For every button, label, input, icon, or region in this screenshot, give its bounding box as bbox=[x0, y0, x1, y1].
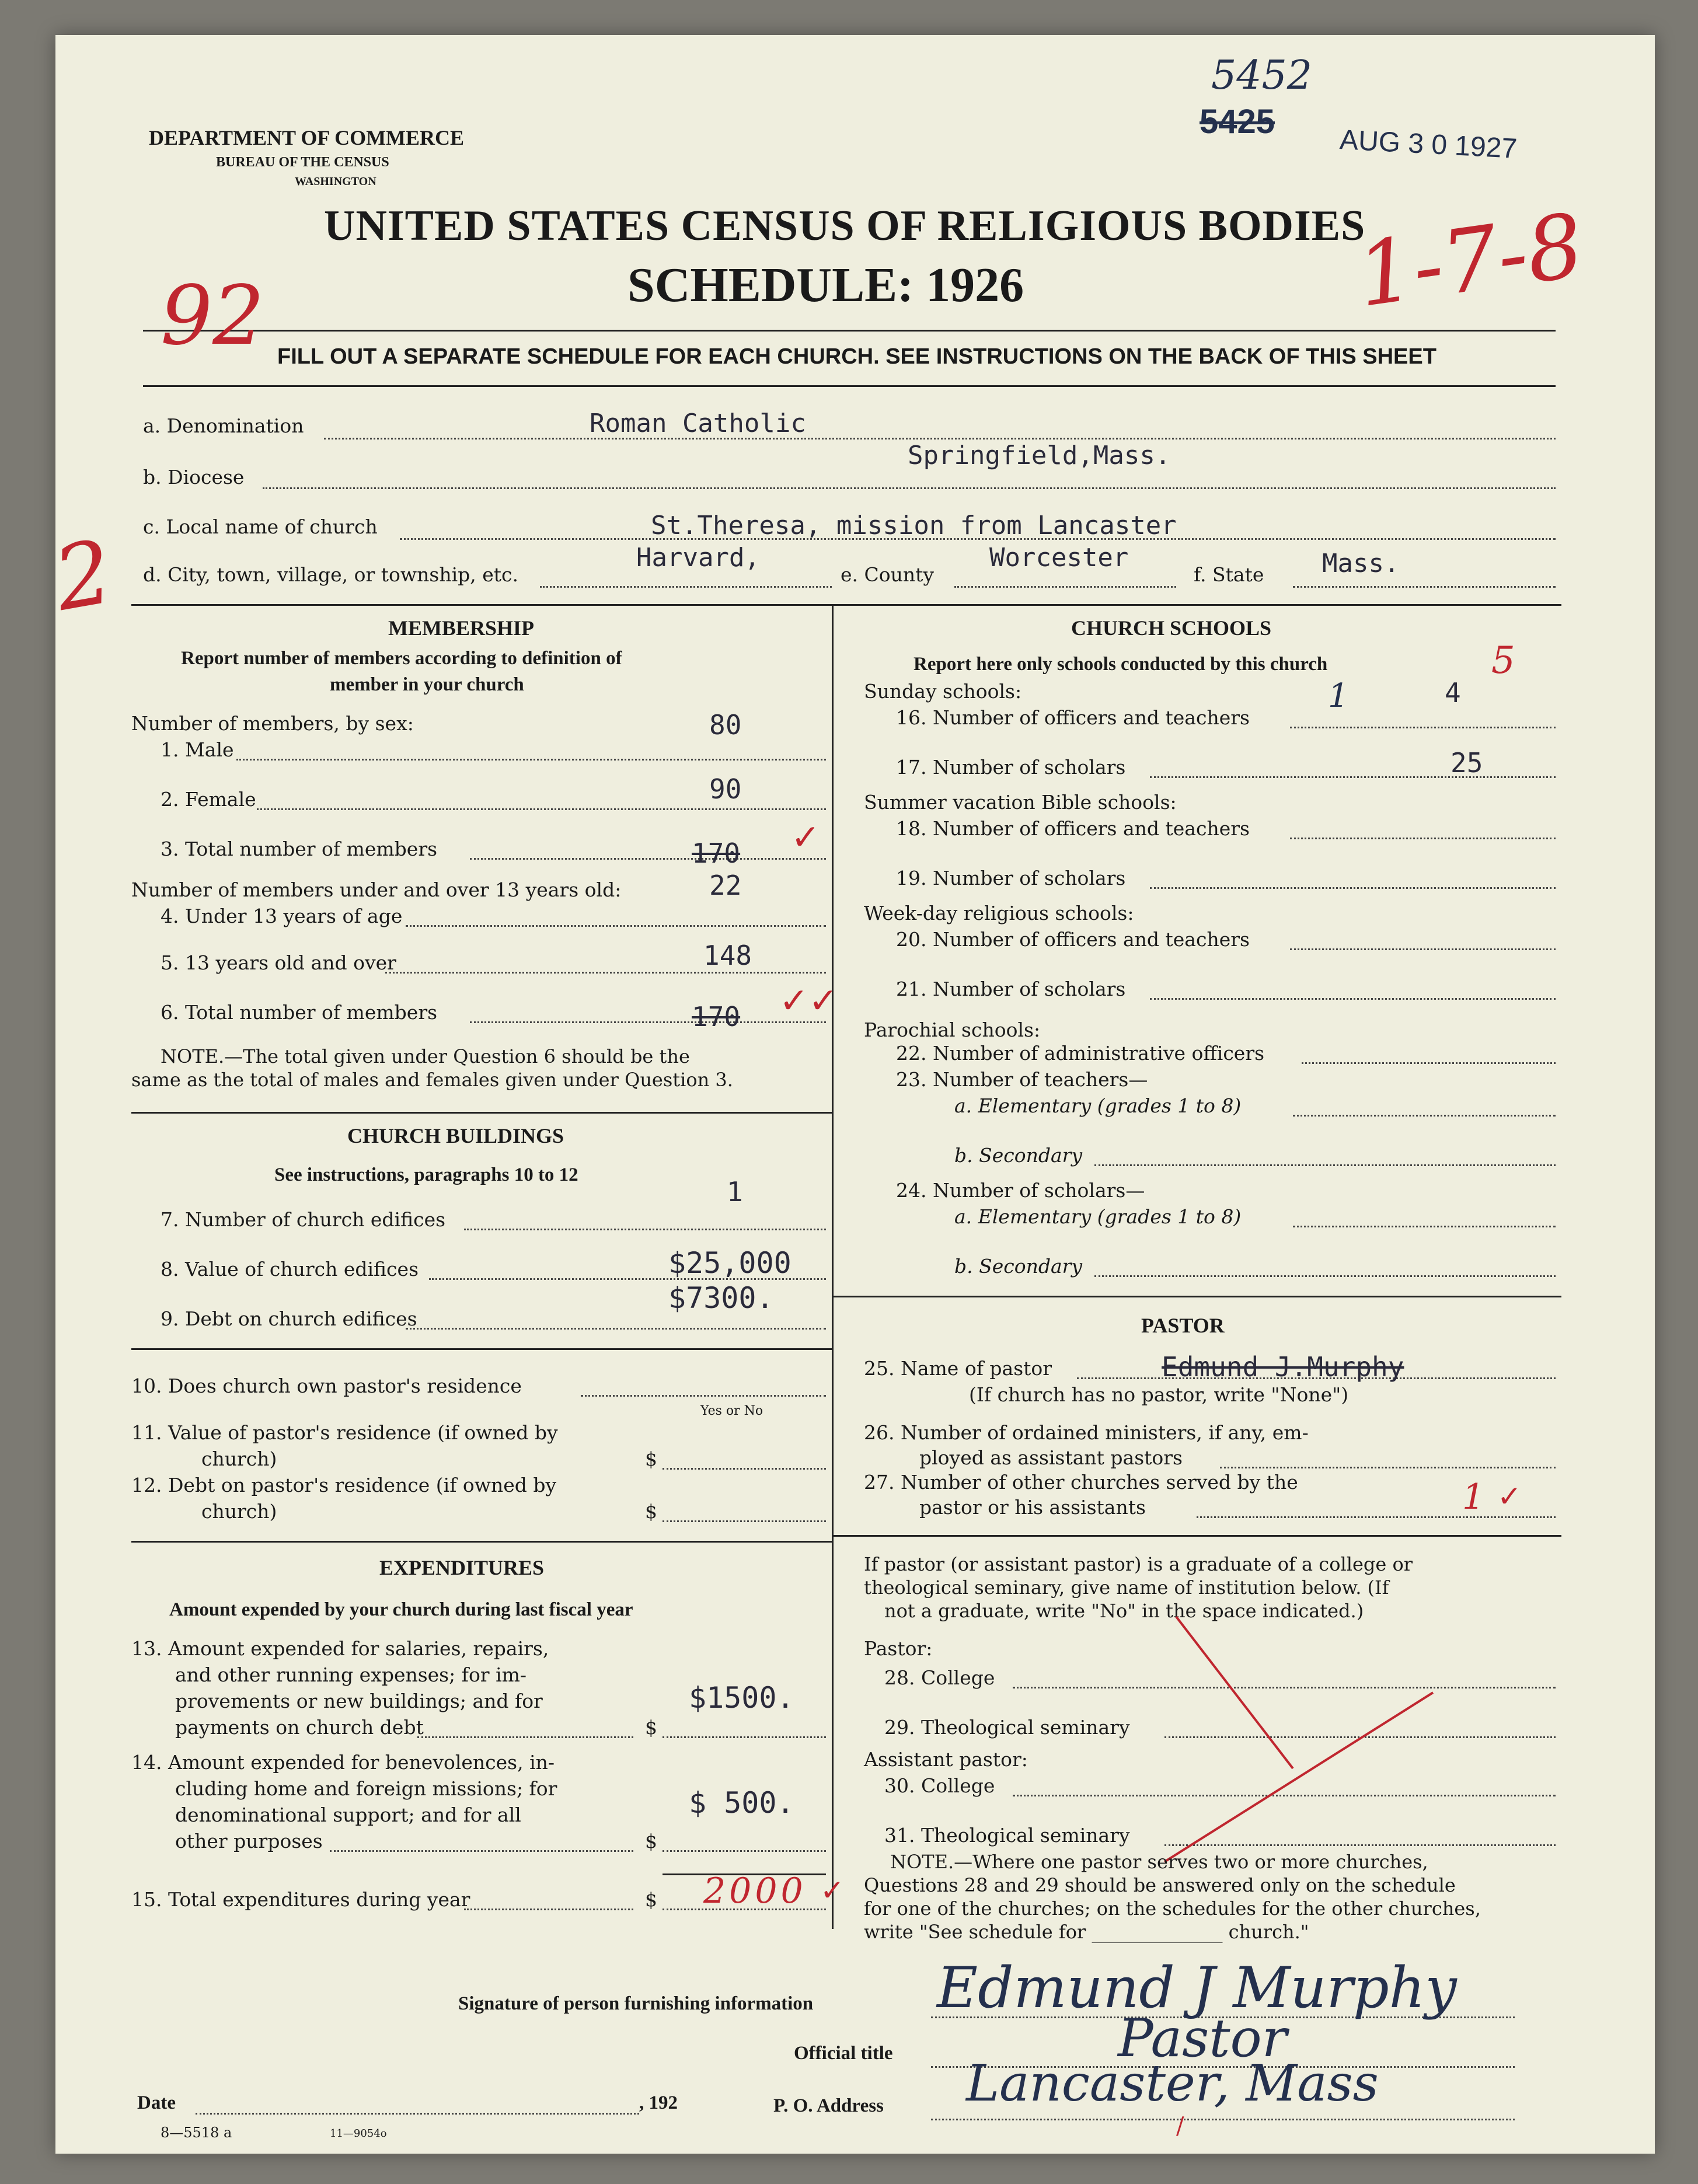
q18-label: 18. Number of officers and teachers bbox=[896, 817, 1250, 840]
diocese-value[interactable]: Springfield,Mass. bbox=[908, 441, 1171, 470]
denomination-label: a. Denomination bbox=[143, 414, 304, 437]
membership-intro-1: Report number of members according to definition of bbox=[181, 648, 622, 669]
q14-label-4: other purposes bbox=[175, 1830, 323, 1852]
q25-label: 25. Name of pastor bbox=[864, 1357, 1052, 1380]
q13-dollar: $ bbox=[645, 1716, 657, 1739]
q12-label-2: church) bbox=[201, 1500, 277, 1523]
q17-label: 17. Number of scholars bbox=[896, 756, 1126, 779]
q6-label: 6. Total number of members bbox=[161, 1001, 438, 1024]
q5-label: 5. 13 years old and over bbox=[161, 951, 396, 974]
q5-value[interactable]: 148 bbox=[703, 940, 752, 971]
q23a-label: a. Elementary (grades 1 to 8) bbox=[954, 1094, 1242, 1117]
assistant-pastor-subheading: Assistant pastor: bbox=[864, 1748, 1028, 1771]
q25-hint: (If church has no pastor, write "None") bbox=[969, 1383, 1349, 1406]
church-name-label: c. Local name of church bbox=[143, 515, 378, 538]
parochial-schools-label: Parochial schools: bbox=[864, 1018, 1041, 1041]
q22-label: 22. Number of administrative officers bbox=[896, 1042, 1265, 1065]
county-label: e. County bbox=[841, 563, 935, 586]
membership-intro-2: member in your church bbox=[330, 674, 524, 695]
q15-value[interactable]: 2000 bbox=[703, 1871, 807, 1911]
signature-value[interactable]: Edmund J Murphy bbox=[937, 1955, 1457, 2021]
pastor-note-3: for one of the churches; on the schedules for the other churches, bbox=[864, 1897, 1481, 1920]
q3-value[interactable]: 170 bbox=[692, 838, 741, 869]
q27-label-2: pastor or his assistants bbox=[919, 1496, 1146, 1519]
department-label: DEPARTMENT OF COMMERCE bbox=[149, 126, 465, 149]
expenditures-heading: EXPENDITURES bbox=[379, 1556, 545, 1579]
red-page-number: 92 bbox=[161, 268, 265, 364]
q29-label: 29. Theological seminary bbox=[884, 1716, 1130, 1739]
signature-label: Signature of person furnishing information bbox=[458, 1993, 814, 2014]
yes-no-hint: Yes or No bbox=[700, 1404, 763, 1418]
q14-label-3: denominational support; and for all bbox=[175, 1803, 521, 1826]
q15-check-mark: ✓ bbox=[820, 1874, 845, 1907]
q3-label: 3. Total number of members bbox=[161, 838, 438, 860]
pastor-heading: PASTOR bbox=[1141, 1314, 1225, 1337]
q14-dollar: $ bbox=[645, 1830, 657, 1852]
state-value[interactable]: Mass. bbox=[1322, 549, 1400, 578]
q26-label-1: 26. Number of ordained ministers, if any, em- bbox=[864, 1421, 1309, 1444]
date-received-stamp: AUG 3 0 1927 bbox=[1338, 124, 1518, 165]
q13-label-3: provements or new buildings; and for bbox=[175, 1690, 543, 1712]
red-tick-mark: / bbox=[1176, 2113, 1184, 2140]
q19-label: 19. Number of scholars bbox=[896, 867, 1126, 889]
by-age-value[interactable]: 22 bbox=[709, 870, 742, 901]
county-value[interactable]: Worcester bbox=[989, 543, 1129, 573]
q15-dollar: $ bbox=[645, 1888, 657, 1911]
form-title: UNITED STATES CENSUS OF RELIGIOUS BODIES bbox=[324, 202, 1366, 250]
membership-note-1: NOTE.—The total given under Question 6 should be the bbox=[161, 1045, 690, 1067]
q2-label: 2. Female bbox=[161, 788, 256, 811]
q9-value[interactable]: $7300. bbox=[668, 1281, 774, 1315]
red-margin-mark: 2 bbox=[47, 521, 120, 631]
q23b-label: b. Secondary bbox=[954, 1144, 1083, 1167]
stamped-number: 5425 bbox=[1200, 103, 1275, 141]
date-label: Date bbox=[137, 2092, 176, 2113]
q14-label-1: 14. Amount expended for benevolences, in- bbox=[131, 1751, 555, 1774]
q28-label: 28. College bbox=[884, 1666, 995, 1689]
graduate-instruction-2: theological seminary, give name of institution below. (If bbox=[864, 1576, 1389, 1599]
q24-label: 24. Number of scholars— bbox=[896, 1179, 1145, 1202]
schools-red-mark: 5 bbox=[1491, 639, 1515, 682]
red-double-check-mark: ✓✓ bbox=[779, 981, 838, 1021]
print-number: 11—9054o bbox=[330, 2127, 387, 2140]
q9-label: 9. Debt on church edifices bbox=[161, 1307, 417, 1330]
q12-dollar: $ bbox=[645, 1500, 657, 1523]
q13-label-2: and other running expenses; for im- bbox=[175, 1663, 527, 1686]
expenditures-sub: Amount expended by your church during last fiscal year bbox=[169, 1599, 633, 1620]
bureau-label: BUREAU OF THE CENSUS bbox=[216, 155, 389, 170]
city-value[interactable]: Harvard, bbox=[636, 543, 760, 573]
pastor-note-1: NOTE.—Where one pastor serves two or more churches, bbox=[890, 1851, 1428, 1873]
q24b-label: b. Secondary bbox=[954, 1255, 1083, 1278]
red-check-mark: ✓ bbox=[791, 817, 821, 858]
by-age-label: Number of members under and over 13 years old: bbox=[131, 878, 622, 901]
q16-value-1[interactable]: 1 bbox=[1328, 677, 1349, 715]
state-label: f. State bbox=[1194, 563, 1264, 586]
q1-value[interactable]: 80 bbox=[709, 709, 742, 741]
city-label: d. City, town, village, or township, etc. bbox=[143, 563, 519, 586]
graduate-instruction-3: not a graduate, write "No" in the space indicated.) bbox=[884, 1600, 1364, 1622]
pastor-note-4: write "See schedule for ______________ church." bbox=[864, 1921, 1309, 1943]
diocese-label: b. Diocese bbox=[143, 466, 245, 489]
q13-label-4: payments on church debt bbox=[175, 1716, 424, 1739]
q17-value[interactable]: 25 bbox=[1451, 747, 1483, 779]
q7-label: 7. Number of church edifices bbox=[161, 1208, 446, 1231]
q4-label: 4. Under 13 years of age bbox=[161, 905, 403, 927]
red-code-mark: 1-7-8 bbox=[1351, 194, 1589, 327]
q23-label: 23. Number of teachers— bbox=[896, 1068, 1148, 1091]
q21-label: 21. Number of scholars bbox=[896, 978, 1126, 1000]
census-schedule-sheet bbox=[47, 35, 1655, 2154]
sunday-schools-label: Sunday schools: bbox=[864, 680, 1022, 703]
form-number: 8—5518 a bbox=[161, 2124, 232, 2141]
washington-label: WASHINGTON bbox=[295, 175, 376, 188]
q30-label: 30. College bbox=[884, 1774, 995, 1797]
schools-sub: Report here only schools conducted by this church bbox=[913, 654, 1328, 675]
q1-label: 1. Male bbox=[161, 738, 234, 761]
church-name-value[interactable]: St.Theresa, mission from Lancaster bbox=[651, 511, 1177, 540]
q2-value[interactable]: 90 bbox=[709, 773, 742, 805]
handwritten-number: 5452 bbox=[1211, 53, 1313, 99]
q8-label: 8. Value of church edifices bbox=[161, 1258, 419, 1281]
q12-label-1: 12. Debt on pastor's residence (if owned by bbox=[131, 1474, 557, 1496]
po-address-label: P. O. Address bbox=[773, 2095, 884, 2116]
membership-note-2: same as the total of males and females given under Question 3. bbox=[131, 1069, 733, 1091]
graduate-instruction-1: If pastor (or assistant pastor) is a graduate of a college or bbox=[864, 1553, 1413, 1575]
pastor-subheading: Pastor: bbox=[864, 1637, 933, 1660]
q27-label-1: 27. Number of other churches served by the bbox=[864, 1471, 1298, 1494]
q6-value[interactable]: 170 bbox=[692, 1001, 741, 1032]
membership-heading: MEMBERSHIP bbox=[388, 616, 535, 640]
q16-value-2[interactable]: 4 bbox=[1445, 677, 1461, 709]
q7-value[interactable]: 1 bbox=[727, 1176, 743, 1208]
q31-label: 31. Theological seminary bbox=[884, 1824, 1130, 1847]
official-title-label: Official title bbox=[794, 2043, 893, 2064]
q11-label-1: 11. Value of pastor's residence (if owned by bbox=[131, 1421, 558, 1444]
separate-schedule-instruction: FILL OUT A SEPARATE SCHEDULE FOR EACH CHURCH. SEE INSTRUCTIONS ON THE BACK OF THIS SHEET bbox=[277, 344, 1436, 369]
q13-value[interactable]: $1500. bbox=[689, 1681, 794, 1715]
church-buildings-heading: CHURCH BUILDINGS bbox=[347, 1124, 564, 1147]
q8-value[interactable]: $25,000 bbox=[668, 1246, 792, 1280]
buildings-sub: See instructions, paragraphs 10 to 12 bbox=[274, 1164, 578, 1185]
q15-label: 15. Total expenditures during year bbox=[131, 1888, 470, 1911]
q13-label-1: 13. Amount expended for salaries, repairs, bbox=[131, 1637, 549, 1660]
q27-value[interactable]: 1 bbox=[1462, 1477, 1485, 1517]
q11-dollar: $ bbox=[645, 1447, 657, 1470]
weekday-schools-label: Week-day religious schools: bbox=[864, 902, 1134, 924]
po-address-value[interactable]: Lancaster, Mass bbox=[966, 2054, 1379, 2113]
red-cross-out-mark bbox=[1153, 1611, 1445, 1868]
pastor-note-2: Questions 28 and 29 should be answered only on the schedule bbox=[864, 1874, 1456, 1896]
q14-label-2: cluding home and foreign missions; for bbox=[175, 1777, 557, 1800]
schedule-year: SCHEDULE: 1926 bbox=[627, 258, 1024, 312]
q26-label-2: ployed as assistant pastors bbox=[919, 1446, 1183, 1469]
denomination-value[interactable]: Roman Catholic bbox=[590, 409, 806, 438]
q27-check-mark: ✓ bbox=[1497, 1480, 1522, 1513]
q25-value[interactable]: Edmund J.Murphy bbox=[1162, 1351, 1404, 1383]
q10-label: 10. Does church own pastor's residence bbox=[131, 1374, 522, 1397]
q24a-label: a. Elementary (grades 1 to 8) bbox=[954, 1205, 1242, 1228]
church-schools-heading: CHURCH SCHOOLS bbox=[1071, 616, 1272, 640]
summer-schools-label: Summer vacation Bible schools: bbox=[864, 791, 1177, 814]
by-sex-label: Number of members, by sex: bbox=[131, 712, 414, 735]
q11-label-2: church) bbox=[201, 1447, 277, 1470]
date-year: , 192 bbox=[639, 2092, 678, 2113]
q16-label: 16. Number of officers and teachers bbox=[896, 706, 1250, 729]
q20-label: 20. Number of officers and teachers bbox=[896, 928, 1250, 951]
official-title-value[interactable]: Pastor bbox=[1118, 2008, 1287, 2069]
q14-value[interactable]: $ 500. bbox=[689, 1786, 794, 1820]
